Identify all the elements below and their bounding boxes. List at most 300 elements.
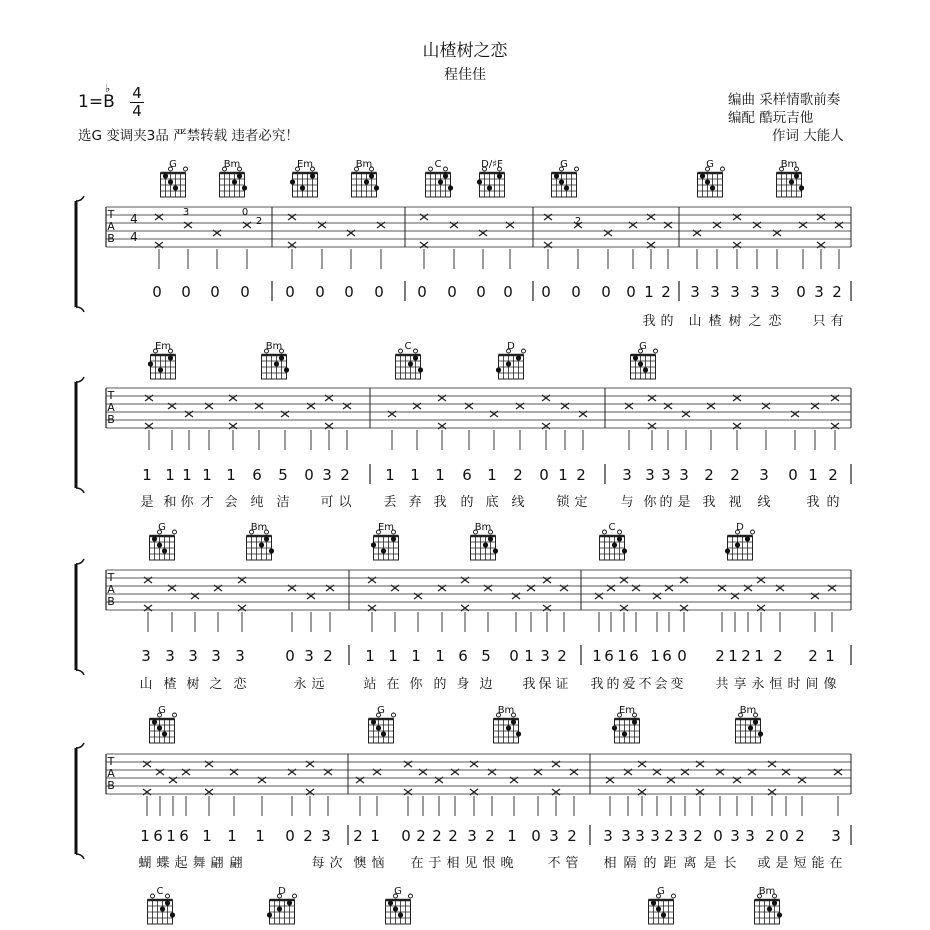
lyric-char: 的 (826, 495, 840, 510)
chord-diagram (148, 341, 176, 379)
tab-letter: B (107, 779, 115, 792)
jianpu-note: 3 (745, 827, 755, 845)
lyric-char: 才 (200, 495, 214, 510)
jianpu-note: 2 (416, 827, 426, 845)
lyric-char: 相 (603, 856, 617, 871)
jianpu-note: 0 (571, 283, 581, 301)
jianpu-note: 3 (622, 466, 632, 484)
lyric-char: 之 (748, 314, 762, 329)
chord-name: Em (618, 705, 636, 716)
lyric-char: 长 (723, 856, 737, 871)
jianpu-note: 3 (831, 827, 841, 845)
jianpu-note: 0 (285, 647, 295, 665)
lyric-char: 是 (677, 495, 691, 510)
lyric-char: 之 (209, 677, 223, 692)
jianpu-note: 1 (140, 827, 150, 845)
chord-name: G (158, 705, 166, 716)
lyric-char: 的 (659, 495, 673, 510)
lyric-char: 隔 (623, 856, 637, 871)
tab-letter: A (107, 220, 115, 233)
jianpu-note: 2 (557, 647, 567, 665)
lyric-char: 远 (311, 677, 325, 692)
jianpu-note: 1 (385, 466, 395, 484)
chord-name: C (156, 886, 164, 897)
lyric-char: 以 (338, 495, 352, 510)
key-prefix: 1= (78, 92, 104, 112)
chord-diagram (471, 522, 499, 560)
jianpu-note: 2 (715, 647, 725, 665)
lyric-char: 边 (479, 677, 493, 692)
jianpu-note: 1 (524, 647, 534, 665)
tab-letter: B (107, 413, 115, 426)
system-4 (76, 705, 851, 871)
chord-name: D (278, 886, 286, 897)
jianpu-note: 5 (278, 466, 288, 484)
jianpu-note: 1 (370, 827, 380, 845)
jianpu-note: 1 (487, 466, 497, 484)
lyric-char: 的 (606, 677, 620, 692)
lyric-char: 树 (728, 314, 742, 329)
lyric-char: 你 (643, 495, 657, 510)
lyric-char: 恋 (768, 314, 782, 329)
jianpu-note: 1 (558, 466, 568, 484)
jianpu-note: 2 (828, 466, 838, 484)
chord-diagram (477, 159, 505, 197)
jianpu-note: 2 (808, 647, 818, 665)
chord-diagram (725, 522, 755, 560)
jianpu-note: 2 (765, 827, 775, 845)
jianpu-note: 1 (644, 283, 654, 301)
jianpu-note: 1 (728, 647, 738, 665)
lyric-char: 享 (733, 677, 747, 692)
chord-name: G (169, 159, 177, 170)
jianpu-note: 0 (152, 283, 162, 301)
lyric-char: 证 (555, 677, 569, 692)
chord-name: Bm (497, 705, 515, 716)
jianpu-note: 0 (788, 466, 798, 484)
jianpu-note: 6 (252, 466, 262, 484)
jianpu-note: 3 (235, 647, 245, 665)
lyric-char: 爱 (622, 677, 636, 692)
jianpu-note: 1 (825, 647, 835, 665)
chord-diagram (267, 886, 297, 924)
chord-diagram (150, 522, 177, 560)
jianpu-note: 0 (447, 283, 457, 301)
lyric-char: 能 (811, 856, 825, 871)
lyric-char: 在 (386, 677, 400, 692)
jianpu-note: 3 (635, 827, 645, 845)
lyric-char: 蝶 (156, 856, 170, 871)
jianpu-note: 2 (448, 827, 458, 845)
lyric-char: 懊 (353, 856, 367, 871)
jianpu-note: 2 (795, 827, 805, 845)
jianpu-note: 3 (750, 283, 760, 301)
tab-letter: T (107, 755, 115, 768)
lyric-char: 舞 (192, 856, 206, 871)
lyric-char: 与 (620, 495, 634, 510)
lyric-char: 是 (703, 856, 717, 871)
lyric-char: 视 (728, 495, 742, 510)
chord-diagram (631, 341, 658, 379)
jianpu-note: 0 (374, 283, 384, 301)
lyric-char: 线 (757, 495, 771, 510)
lyric-char: 蝴 (138, 856, 152, 871)
chord-name: Bm (355, 159, 373, 170)
jianpu-note: 0 (285, 283, 295, 301)
chord-name: Bm (780, 159, 798, 170)
system-1 (76, 159, 851, 329)
lyric-char: 管 (565, 856, 579, 871)
jianpu-note: 3 (603, 827, 613, 845)
jianpu-note: 3 (814, 283, 824, 301)
lyric-char: 丢 (383, 495, 397, 510)
time-bottom: 4 (132, 102, 142, 120)
lyric-char: 恼 (371, 856, 385, 871)
jianpu-note: 0 (539, 466, 549, 484)
fret-number: 0 (241, 207, 249, 218)
jianpu-note: 3 (645, 466, 655, 484)
lyric-char: 会 (224, 495, 238, 510)
lyric-char: 我 (806, 495, 820, 510)
jianpu-note: 0 (315, 283, 325, 301)
lyric-char: 每 (311, 856, 325, 871)
tab-letter: A (107, 583, 115, 596)
chord-diagram (220, 159, 248, 197)
lyric-char: 见 (464, 856, 478, 871)
jianpu-note: 0 (503, 283, 513, 301)
jianpu-note: 3 (710, 283, 720, 301)
lyric-char: 树 (186, 677, 200, 692)
lyric-char: 会 (654, 677, 668, 692)
jianpu-note: 3 (661, 466, 671, 484)
chord-diagram (552, 159, 579, 197)
singer-name: 程佳佳 (444, 67, 486, 83)
jianpu-note: 3 (730, 283, 740, 301)
jianpu-note: 0 (509, 647, 519, 665)
jianpu-note: 0 (401, 827, 411, 845)
jianpu-note: 1 (592, 647, 602, 665)
jianpu-note: 1 (226, 466, 236, 484)
jianpu-note: 2 (741, 647, 751, 665)
chord-diagram (290, 159, 318, 197)
jianpu-note: 1 (435, 647, 445, 665)
lyric-char: 定 (574, 495, 588, 510)
chord-diagram (649, 886, 676, 924)
lyric-char: 永 (293, 677, 307, 692)
chord-diagram (371, 522, 399, 560)
jianpu-note: 2 (704, 466, 714, 484)
chord-diagram (150, 705, 177, 743)
jianpu-note: 1 (388, 647, 398, 665)
jianpu-note: 3 (679, 466, 689, 484)
lyric-char: 只 (812, 314, 826, 329)
lyric-char: 于 (428, 856, 442, 871)
flat-sign: ♭ (105, 82, 111, 95)
chord-diagram (426, 159, 454, 197)
tab-letter: B (107, 595, 115, 608)
lyric-char: 恒 (769, 677, 783, 692)
chord-name: D (507, 341, 515, 352)
chord-diagram (755, 886, 783, 924)
lyric-char: 恨 (482, 856, 496, 871)
lyric-char: 是 (140, 495, 154, 510)
jianpu-note: 2 (576, 466, 586, 484)
jianpu-note: 6 (462, 466, 472, 484)
lyric-char: 山 (688, 314, 702, 329)
system-3 (76, 522, 851, 692)
jianpu-note: 6 (662, 647, 672, 665)
chord-name: Bm (265, 341, 283, 352)
lyric-char: 我 (702, 495, 716, 510)
chord-name: G (158, 522, 166, 533)
fret-number: 2 (574, 216, 582, 227)
lyric-char: 的 (660, 314, 674, 329)
chord-name: Bm (739, 705, 757, 716)
fret-number: 2 (255, 216, 263, 227)
chord-diagram (161, 159, 188, 197)
chord-name: Bm (758, 886, 776, 897)
jianpu-note: 3 (188, 647, 198, 665)
chord-name: G (657, 886, 665, 897)
fret-number: 3 (182, 207, 190, 218)
chord-name: D (736, 522, 744, 533)
jianpu-note: 3 (678, 827, 688, 845)
lyric-char: 永 (751, 677, 765, 692)
jianpu-note: 3 (165, 647, 175, 665)
jianpu-note: 2 (485, 827, 495, 845)
tab-letter: A (107, 401, 115, 414)
jianpu-note: 1 (808, 466, 818, 484)
chord-diagram (386, 886, 413, 924)
jianpu-note: 3 (650, 827, 660, 845)
jianpu-note: 0 (285, 827, 295, 845)
lyric-char: 底 (485, 495, 499, 510)
tab-letter: A (107, 767, 115, 780)
lyric-char: 像 (823, 677, 837, 692)
chord-name: Em (296, 159, 314, 170)
chord-name: G (560, 159, 568, 170)
jianpu-note: 0 (779, 827, 789, 845)
lyric-char: 我 (590, 677, 604, 692)
chord-name: G (394, 886, 402, 897)
tab-time-top: 4 (130, 212, 138, 226)
chord-diagram (396, 341, 424, 379)
lyric-char: 身 (456, 677, 470, 692)
lyric-char: 在 (410, 856, 424, 871)
chord-name: Em (377, 522, 395, 533)
jianpu-note: 0 (531, 827, 541, 845)
jianpu-note: 1 (650, 647, 660, 665)
jianpu-note: 1 (435, 466, 445, 484)
lyric-char: 或 (757, 856, 771, 871)
jianpu-note: 2 (567, 827, 577, 845)
tab-time-bottom: 4 (130, 230, 138, 244)
jianpu-note: 6 (153, 827, 163, 845)
chord-name: Bm (223, 159, 241, 170)
jianpu-note: 1 (617, 647, 627, 665)
lyric-char: 的 (643, 856, 657, 871)
jianpu-note: 0 (417, 283, 427, 301)
lyric-char: 锁 (556, 495, 570, 510)
jianpu-note: 0 (796, 283, 806, 301)
chord-name: C (608, 522, 616, 533)
jianpu-note: 6 (629, 647, 639, 665)
jianpu-note: 2 (303, 827, 313, 845)
lyric-char: 洁 (276, 495, 290, 510)
lyric-char: 离 (683, 856, 697, 871)
jianpu-note: 0 (304, 466, 314, 484)
credit-lyrics: 作词 大能人 (772, 128, 844, 144)
jianpu-note: 1 (255, 827, 265, 845)
jianpu-note: 1 (165, 466, 175, 484)
chord-name: C (434, 159, 442, 170)
jianpu-note: 1 (411, 647, 421, 665)
jianpu-note: 0 (210, 283, 220, 301)
capo-note: 选G 变调夹3品 严禁转载 违者必究！ (78, 128, 299, 144)
lyric-char: 不 (638, 677, 652, 692)
lyric-char: 起 (174, 856, 188, 871)
jianpu-note: 6 (179, 827, 189, 845)
jianpu-note: 0 (713, 827, 723, 845)
jianpu-note: 1 (227, 827, 237, 845)
jianpu-note: 2 (832, 283, 842, 301)
chord-diagram (494, 705, 522, 743)
jianpu-note: 1 (202, 466, 212, 484)
lyric-char: 你 (409, 677, 423, 692)
jianpu-note: 6 (458, 647, 468, 665)
lyric-char: 和 (163, 495, 177, 510)
lyric-char: 时 (787, 677, 801, 692)
chord-diagram (352, 159, 380, 197)
lyric-char: 翩 (229, 856, 243, 871)
lyric-char: 山 (139, 677, 153, 692)
song-title: 山楂树之恋 (422, 41, 508, 61)
jianpu-note: 0 (240, 283, 250, 301)
jianpu-note: 3 (690, 283, 700, 301)
jianpu-note: 3 (322, 466, 332, 484)
lyric-char: 相 (446, 856, 460, 871)
jianpu-note: 1 (365, 647, 375, 665)
jianpu-note: 2 (730, 466, 740, 484)
lyric-char: 共 (715, 677, 729, 692)
chord-name: G (706, 159, 714, 170)
tab-letter: B (107, 232, 115, 245)
jianpu-note: 3 (467, 827, 477, 845)
lyric-char: 弃 (408, 495, 422, 510)
chord-diagram (262, 341, 290, 379)
jianpu-note: 3 (211, 647, 221, 665)
lyric-char: 恋 (233, 677, 247, 692)
jianpu-note: 2 (773, 647, 783, 665)
chord-diagram (600, 522, 628, 560)
chord-name: D/♯F (481, 159, 503, 170)
jianpu-note: 6 (604, 647, 614, 665)
lyric-char: 保 (538, 677, 552, 692)
jianpu-note: 3 (759, 466, 769, 484)
jianpu-note: 2 (664, 827, 674, 845)
chord-diagram (612, 705, 640, 743)
jianpu-note: 2 (340, 466, 350, 484)
jianpu-note: 3 (321, 827, 331, 845)
chord-name: G (377, 705, 385, 716)
jianpu-note: 3 (549, 827, 559, 845)
lyric-char: 楂 (163, 677, 177, 692)
lyric-char: 短 (793, 856, 807, 871)
chord-name: Em (154, 341, 172, 352)
jianpu-note: 3 (621, 827, 631, 845)
jianpu-note: 2 (513, 466, 523, 484)
lyric-char: 有 (830, 314, 844, 329)
chord-name: G (639, 341, 647, 352)
jianpu-note: 3 (730, 827, 740, 845)
key-note: B (103, 92, 115, 112)
jianpu-note: 0 (476, 283, 486, 301)
lyric-char: 你 (180, 495, 194, 510)
jianpu-note: 1 (754, 647, 764, 665)
tab-letter: T (107, 208, 115, 221)
jianpu-note: 2 (693, 827, 703, 845)
lyric-char: 的 (433, 677, 447, 692)
credit-arrange: 编曲 采样情歌前奏 (728, 92, 841, 108)
chord-diagram (369, 705, 396, 743)
jianpu-note: 1 (182, 466, 192, 484)
lyric-char: 我 (433, 495, 447, 510)
lyric-char: 我 (522, 677, 536, 692)
chord-name: Bm (474, 522, 492, 533)
system-5 (148, 886, 783, 924)
chord-diagram (698, 159, 725, 197)
lyric-char: 不 (547, 856, 561, 871)
jianpu-note: 3 (141, 647, 151, 665)
lyric-char: 楂 (708, 314, 722, 329)
chord-name: C (404, 341, 412, 352)
lyric-char: 可 (320, 495, 334, 510)
jianpu-note: 5 (481, 647, 491, 665)
credit-config: 编配 酷玩吉他 (728, 110, 814, 126)
jianpu-note: 1 (142, 466, 152, 484)
lyric-char: 距 (663, 856, 677, 871)
chord-diagram (148, 886, 176, 924)
jianpu-note: 0 (181, 283, 191, 301)
lyric-char: 翩 (210, 856, 224, 871)
jianpu-note: 2 (432, 827, 442, 845)
lyric-char: 纯 (250, 495, 264, 510)
jianpu-note: 3 (770, 283, 780, 301)
jianpu-note: 0 (626, 283, 636, 301)
jianpu-note: 1 (410, 466, 420, 484)
jianpu-note: 3 (540, 647, 550, 665)
lyric-char: 是 (775, 856, 789, 871)
jianpu-note: 0 (541, 283, 551, 301)
tab-letter: T (107, 571, 115, 584)
lyric-char: 站 (363, 677, 377, 692)
chord-diagram (777, 159, 805, 197)
jianpu-note: 3 (304, 647, 314, 665)
chord-diagram (496, 341, 526, 379)
jianpu-note: 2 (323, 647, 333, 665)
jianpu-note: 0 (677, 647, 687, 665)
jianpu-note: 2 (661, 283, 671, 301)
jianpu-note: 1 (202, 827, 212, 845)
time-top: 4 (132, 84, 142, 102)
lyric-char: 在 (829, 856, 843, 871)
system-2 (76, 341, 851, 510)
tab-letter: T (107, 389, 115, 402)
lyric-char: 次 (329, 856, 343, 871)
chord-diagram (247, 522, 275, 560)
chord-name: Bm (250, 522, 268, 533)
jianpu-note: 0 (344, 283, 354, 301)
